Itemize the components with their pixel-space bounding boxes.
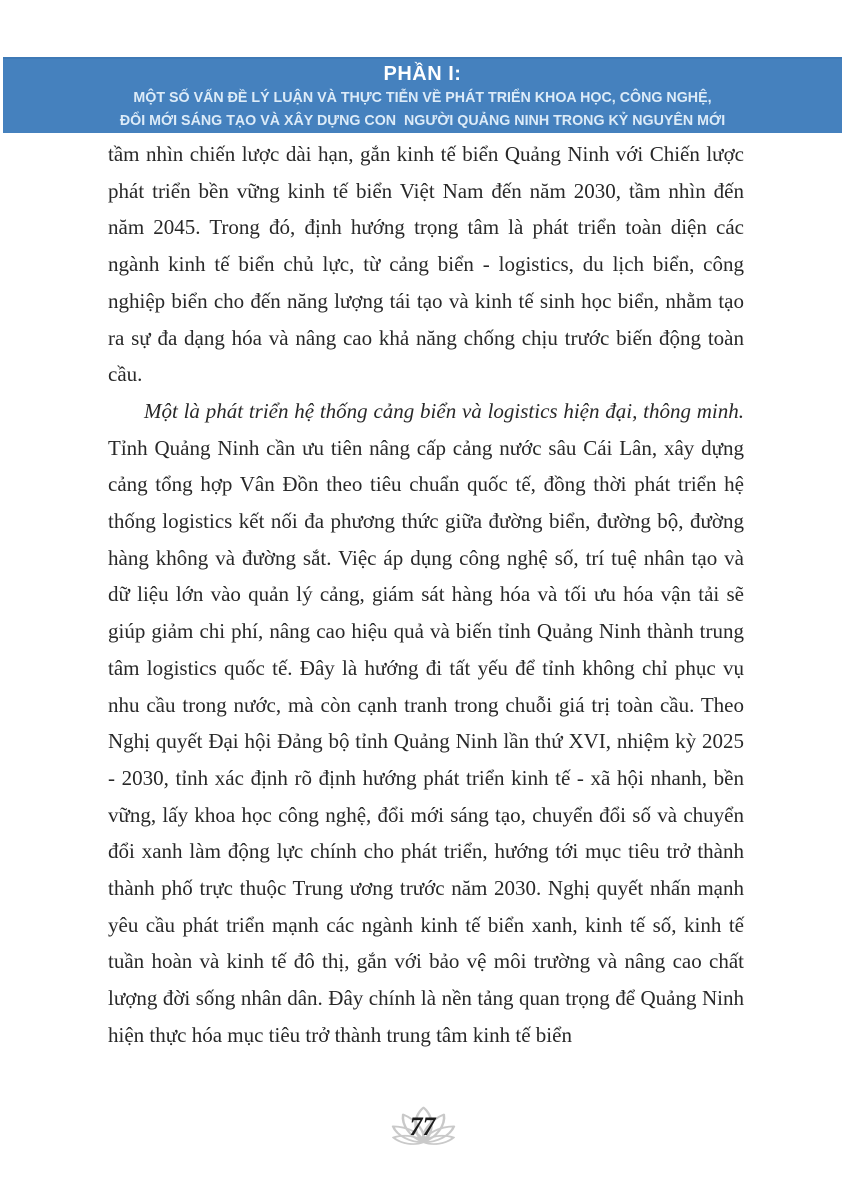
body-text bbox=[108, 136, 744, 1054]
banner-subtitle-line1: MỘT SỐ VẤN ĐỀ LÝ LUẬN VÀ THỰC TIỄN VỀ PHÁT TRIỂN KHOA HỌC, CÔNG NGHỆ, bbox=[133, 89, 712, 106]
section-banner bbox=[3, 57, 842, 133]
paragraph-continuation: tầm nhìn chiến lược dài hạn, gắn kinh tế biển Quảng Ninh với Chiến lược phát triển bền vững kinh tế biển Việt Nam đến năm 2030, tầm nhìn đến năm 2045. Trong đó, định hướng trọng tâm là phát triển toàn diện các ngành kinh tế biển chủ lực, từ cảng biển - logistics, du lịch biển, công nghiệp biển cho đến năng lượng tái tạo và kinh tế sinh học biển, nhằm tạo ra sự đa dạng hóa và nâng cao khả năng chống chịu trước biến động toàn cầu. bbox=[108, 142, 744, 387]
page-footer bbox=[0, 1098, 845, 1170]
part-title: PHẦN I: bbox=[383, 63, 462, 85]
paragraph-body-rest: Tỉnh Quảng Ninh cần ưu tiên nâng cấp cảng nước sâu Cái Lân, xây dựng cảng tổng hợp Vân Đồn theo tiêu chuẩn quốc tế, đồng thời phát triển hệ thống logistics kết nối đa phương thức giữa đường biển, đường bộ, đường hàng không và đường sắt. Việc áp dụng công nghệ số, trí tuệ nhân tạo và dữ liệu lớn vào quản lý cảng, giám sát hàng hóa và tối ưu hóa vận tải sẽ giúp giảm chi phí, nâng cao hiệu quả và biến tỉnh Quảng Ninh thành trung tâm logistics quốc tế. Đây là hướng đi tất yếu để tỉnh không chỉ phục vụ nhu cầu trong nước, mà còn cạnh tranh trong chuỗi giá trị toàn cầu. Theo Nghị quyết Đại hội Đảng bộ tỉnh Quảng Ninh lần thứ XVI, nhiệm kỳ 2025 - 2030, tỉnh xác định rõ định hướng phát triển kinh tế - xã hội nhanh, bền vững, lấy khoa học công nghệ, đổi mới sáng tạo, chuyển đổi số và chuyển đổi xanh làm động lực chính cho phát triển, hướng tới mục tiêu trở thành thành phố trực thuộc Trung ương trước năm 2030. Nghị quyết nhấn mạnh yêu cầu phát triển mạnh các ngành kinh tế biển xanh, kinh tế số, kinh tế tuần hoàn và kinh tế đô thị, gắn với bảo vệ môi trường và nâng cao chất lượng đời sống nhân dân. Đây chính là nền tảng quan trọng để Quảng Ninh hiện thực hóa mục tiêu trở thành trung tâm kinh tế biển bbox=[108, 435, 744, 1047]
paragraph-first-point bbox=[108, 393, 744, 1054]
banner-subtitle-line2: ĐỔI MỚI SÁNG TẠO VÀ XÂY DỰNG CON NGƯỜI QUẢNG NINH TRONG KỶ NGUYÊN MỚI bbox=[119, 112, 726, 129]
paragraph-lead-italic: Một là phát triển hệ thống cảng biển và logistics hiện đại, thông minh. bbox=[144, 398, 744, 423]
page-number: 77 bbox=[409, 1112, 436, 1141]
